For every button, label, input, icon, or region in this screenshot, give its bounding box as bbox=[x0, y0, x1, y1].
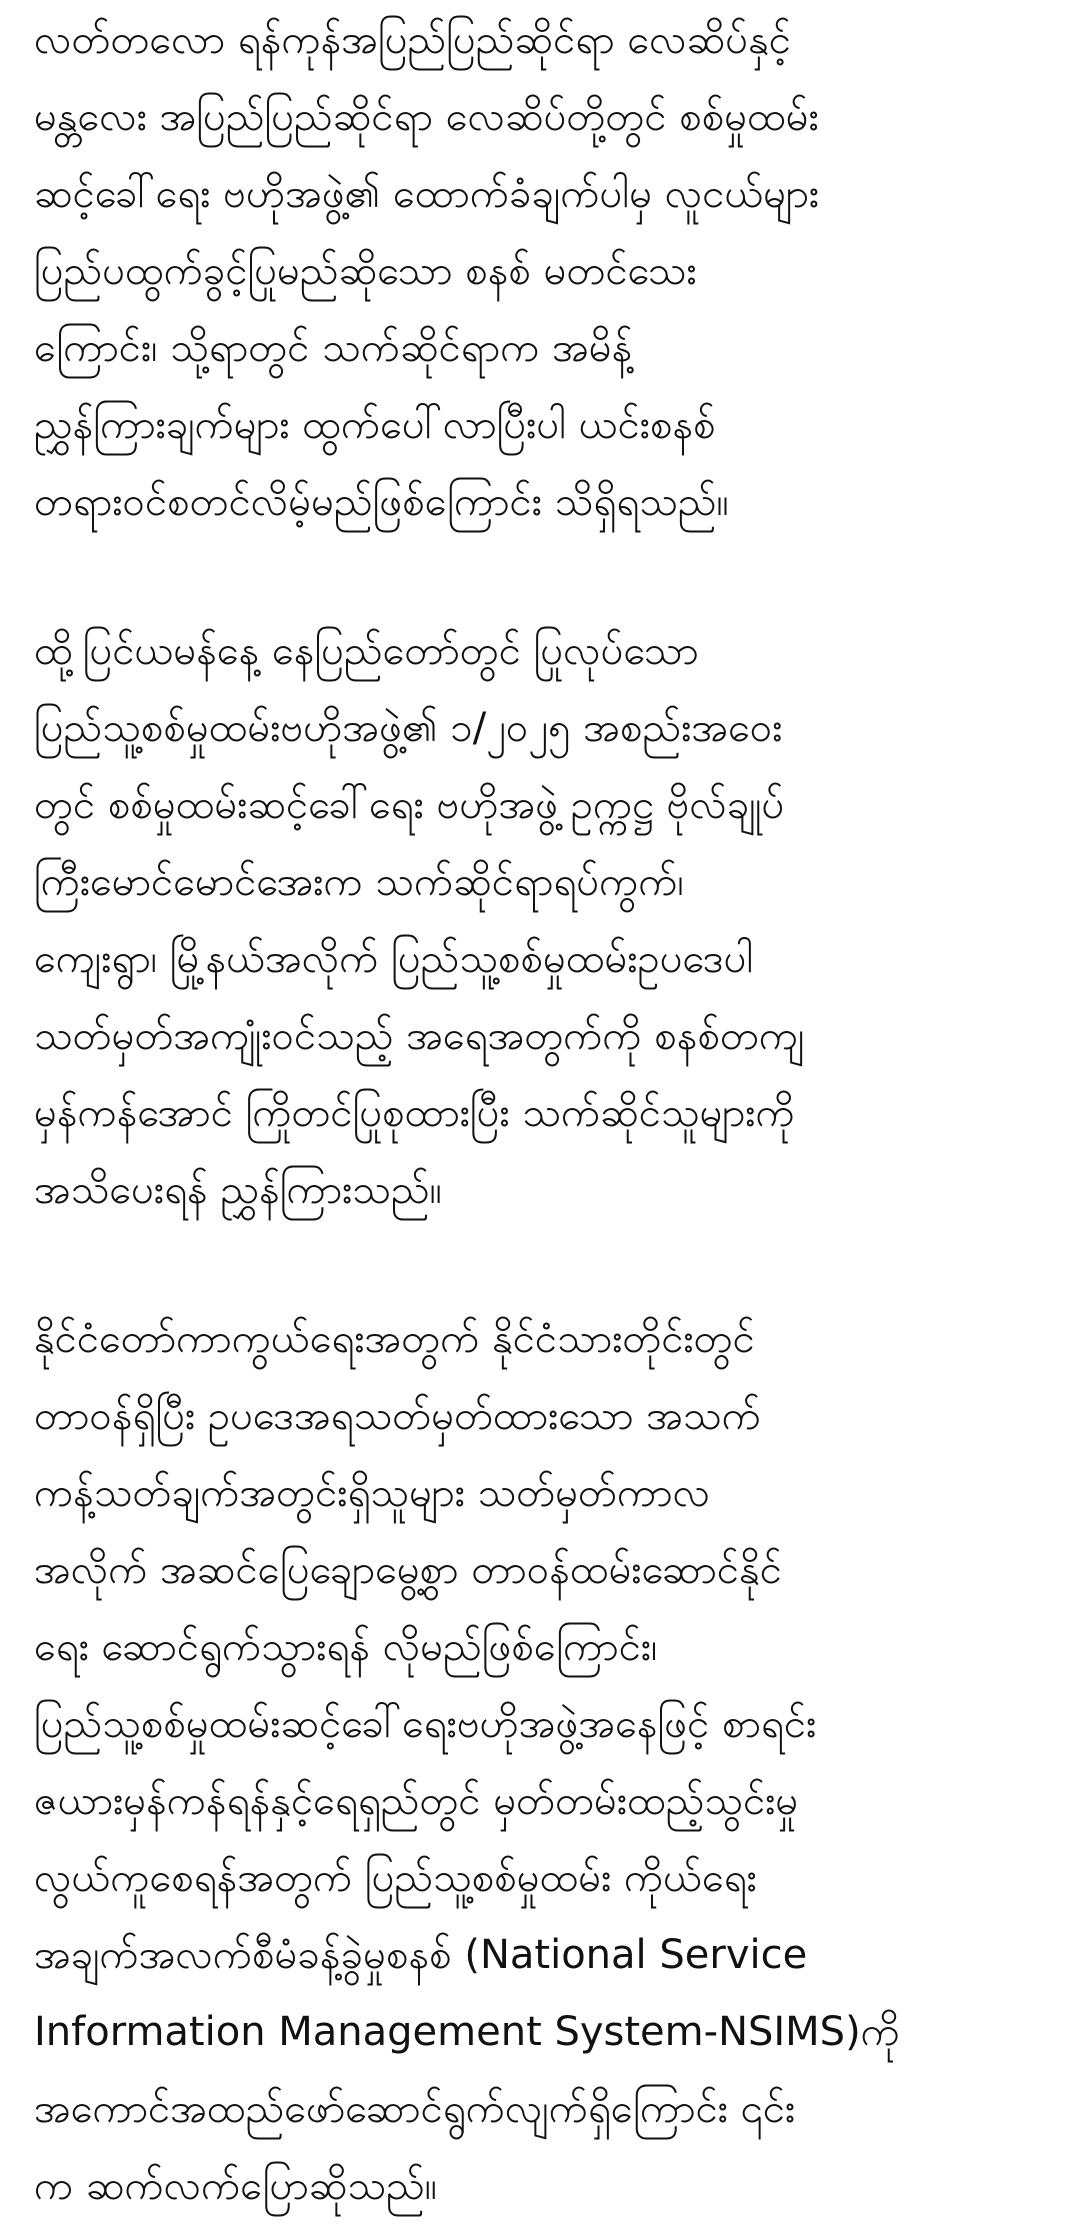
article-body bbox=[34, 0, 1064, 2209]
paragraph-line: ကန့်သတ်ချက်အတွင်းရှိသူများ သတ်မှတ်ကာလ bbox=[34, 1470, 711, 1516]
paragraph-line: မန္တလေး အပြည်ပြည်ဆိုင်ရာ လေဆိပ်တို့တွင် စစ်မှုထမ်း bbox=[34, 94, 819, 140]
paragraph-line: ကျေးရွာ၊ မြို့နယ်အလိုက် ပြည်သူ့စစ်မှုထမ်းဥပဒေပါ bbox=[34, 936, 754, 982]
paragraph-line: ဆင့်ခေါ်ရေး ဗဟိုအဖွဲ့၏ ထောက်ခံချက်ပါမှ လူငယ်များ bbox=[34, 171, 820, 217]
paragraph-line: ပြည်သူ့စစ်မှုထမ်းဗဟိုအဖွဲ့၏ ၁/၂၀၂၅ အစည်းအဝေး bbox=[34, 705, 783, 751]
paragraph-line: တရားဝင်စတင်လိမ့်မည်ဖြစ်ကြောင်း သိရှိရသည်။ bbox=[34, 479, 729, 525]
paragraph-line: ပြည်သူ့စစ်မှုထမ်းဆင့်ခေါ်ရေးဗဟိုအဖွဲ့အနေဖြင့် စာရင်း bbox=[34, 1701, 817, 1747]
paragraph-line: ဇယားမှန်ကန်ရန်နှင့်ရေရှည်တွင် မှတ်တမ်းထည့်သွင်းမှု bbox=[34, 1778, 799, 1824]
paragraph-line: အကောင်အထည်ဖော်ဆောင်ရွက်လျက်ရှိကြောင်း ၎င်း bbox=[34, 2086, 796, 2132]
paragraph-line: တွင် စစ်မှုထမ်းဆင့်ခေါ်ရေး ဗဟိုအဖွဲ့ ဥက္ကဋ္ဌ ဗိုလ်ချုပ် bbox=[34, 782, 785, 828]
paragraph-line: ထို့ပြင်ယမန်နေ့ နေပြည်တော်တွင် ပြုလုပ်သော bbox=[34, 628, 699, 674]
paragraph-line: အချက်အလက်စီမံခန့်ခွဲမှုစနစ် (National Service bbox=[34, 1932, 808, 1978]
paragraph-line: နိုင်ငံတော်ကာကွယ်ရေးအတွက် နိုင်ငံသားတိုင်းတွင် bbox=[34, 1316, 755, 1362]
paragraph-line: ရေး ဆောင်ရွက်သွားရန် လိုမည်ဖြစ်ကြောင်း၊ bbox=[34, 1624, 658, 1670]
paragraph-3 bbox=[34, 1301, 1064, 2225]
paragraph-line: အသိပေးရန် ညွှန်ကြားသည်။ bbox=[34, 1167, 442, 1213]
paragraph-line: မှန်ကန်အောင် ကြိုတင်ပြုစုထားပြီး သက်ဆိုင်သူများကို bbox=[34, 1090, 795, 1136]
paragraph-line: ကြီးမောင်မောင်အေးက သက်ဆိုင်ရာရပ်ကွက်၊ bbox=[34, 859, 684, 905]
paragraph-line: အလိုက် အဆင်ပြေချောမွေ့စွာ တာဝန်ထမ်းဆောင်နိုင် bbox=[34, 1547, 782, 1593]
paragraph-line: ပြည်ပထွက်ခွင့်ပြုမည်ဆိုသော စနစ် မတင်သေး bbox=[34, 248, 697, 294]
paragraph-line: တာဝန်ရှိပြီး ဥပဒေအရသတ်မှတ်ထားသော အသက် bbox=[34, 1393, 761, 1439]
paragraph-1 bbox=[34, 2, 1064, 541]
paragraph-line: လွယ်ကူစေရန်အတွက် ပြည်သူ့စစ်မှုထမ်း ကိုယ်ရေး bbox=[34, 1855, 757, 1901]
paragraph-line: ညွှန်ကြားချက်များ ထွက်ပေါ်လာပြီးပါ ယင်းစနစ် bbox=[34, 402, 716, 448]
paragraph-line: Information Management System-NSIMS)ကို bbox=[34, 2009, 900, 2055]
paragraph-2 bbox=[34, 613, 1064, 1229]
paragraph-line: ကြောင်း၊ သို့ရာတွင် သက်ဆိုင်ရာက အမိန့် bbox=[34, 325, 633, 371]
paragraph-line: လတ်တလော ရန်ကုန်အပြည်ပြည်ဆိုင်ရာ လေဆိပ်နှင့် bbox=[34, 17, 791, 63]
paragraph-line: သတ်မှတ်အကျုံးဝင်သည့် အရေအတွက်ကို စနစ်တကျ bbox=[34, 1013, 805, 1059]
paragraph-line: က ဆက်လက်ပြောဆိုသည်။ bbox=[34, 2163, 437, 2209]
